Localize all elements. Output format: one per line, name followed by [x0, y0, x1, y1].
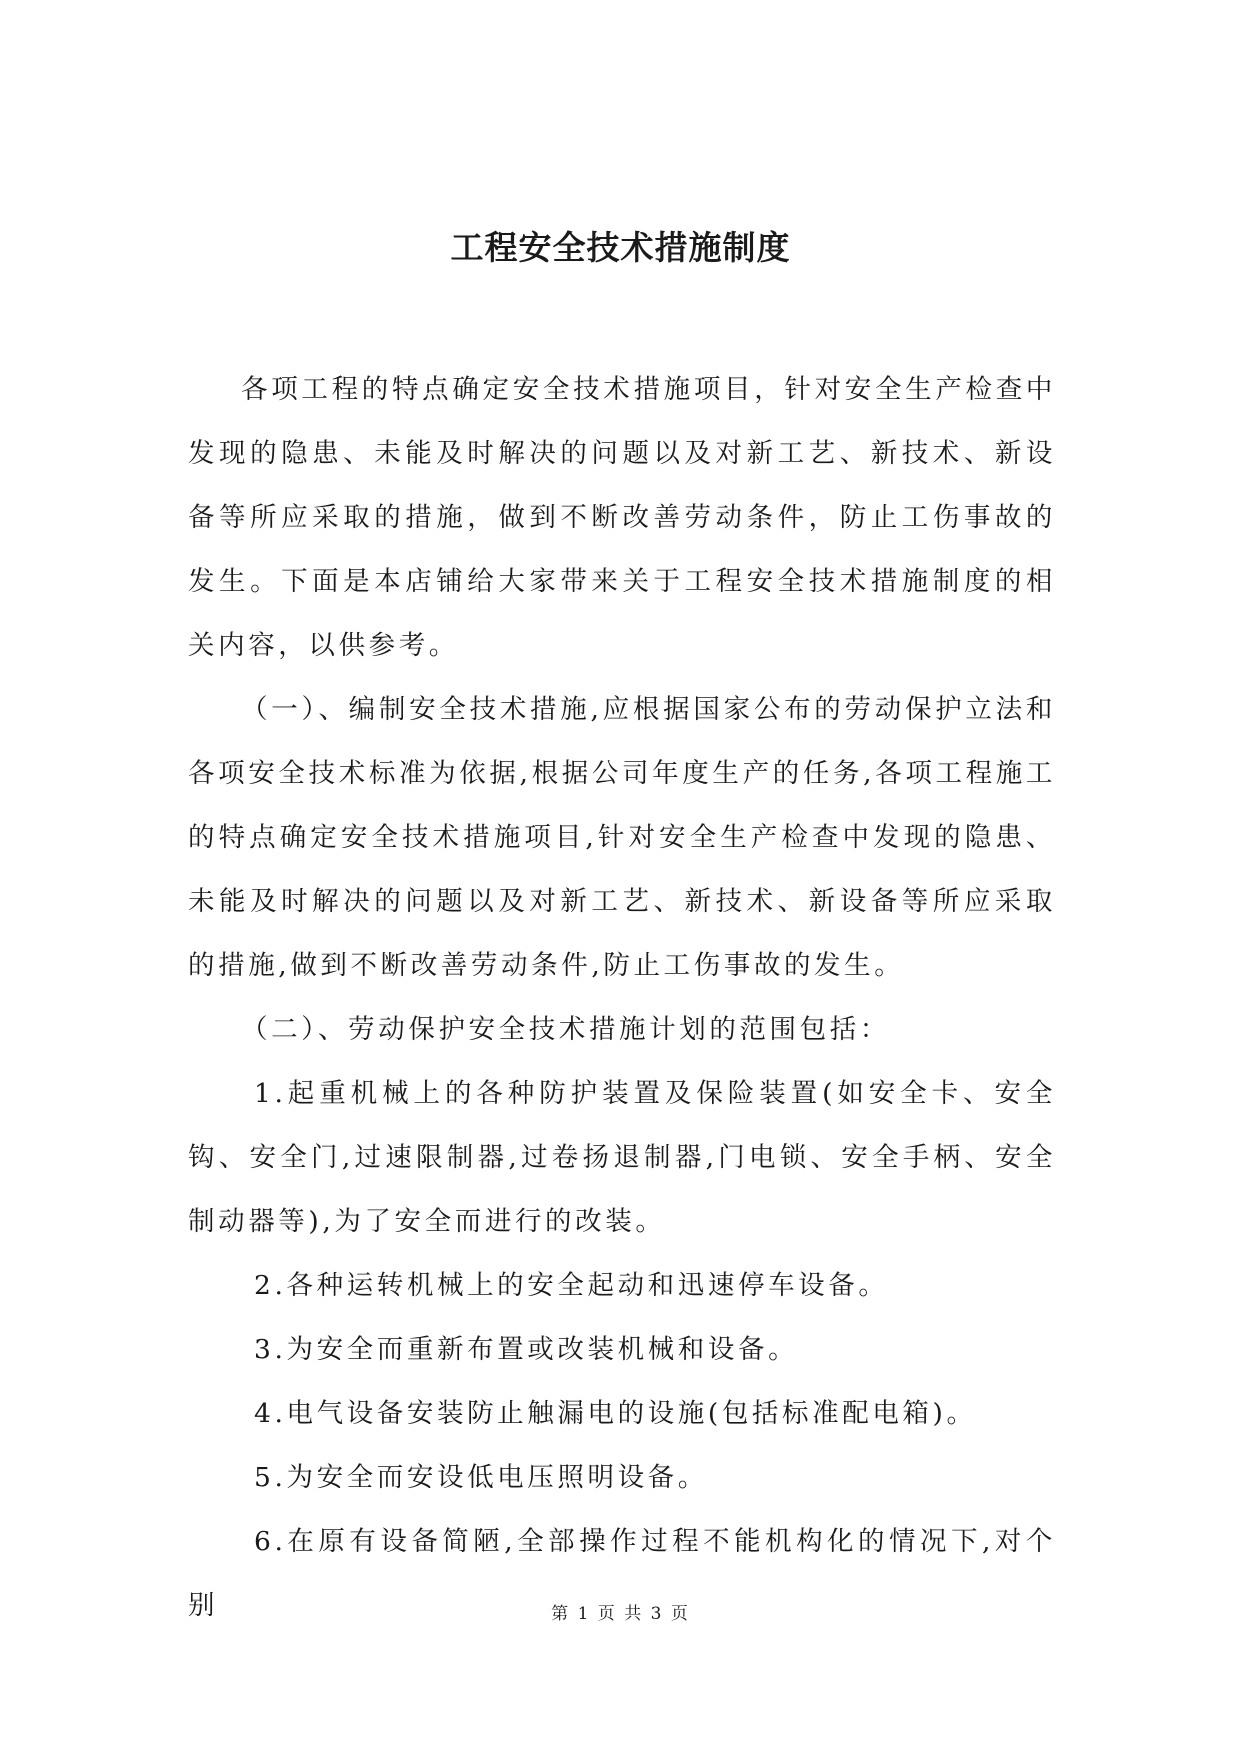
list-item: 2.各种运转机械上的安全起动和迅速停车设备。: [254, 1270, 889, 1301]
list-item: 4.电气设备安装防止触漏电的设施(包括标准配电箱)。: [254, 1398, 977, 1429]
intro-paragraph: 各项工程的特点确定安全技术措施项目，针对安全生产检查中发现的隐患、未能及时解决的问题以及对新工艺、新技术、新设备等所应采取的措施，做到不断改善劳动条件，防止工伤事故的发生。下面是本店铺给大家带来关于工程安全技术措施制度的相关内容，以供参考。: [188, 374, 1056, 661]
section-one-paragraph: （一）、编制安全技术措施,应根据国家公布的劳动保护立法和各项安全技术标准为依据,根据公司年度生产的任务,各项工程施工的特点确定安全技术措施项目,针对安全生产检查中发现的隐患、未能及时解决的问题以及对新工艺、新技术、新设备等所应采取的措施,做到不断改善劳动条件,防止工伤事故的发生。: [188, 694, 1056, 981]
section-two-heading: （二）、劳动保护安全技术措施计划的范围包括：: [241, 1014, 890, 1045]
list-item: 1.起重机械上的各种防护装置及保险装置(如安全卡、安全钩、安全门,过速限制器,过卷扬退制器,门电锁、安全手柄、安全制动器等),为了安全而进行的改装。: [188, 1078, 1056, 1237]
list-item: 6.在原有设备简陋,全部操作过程不能机构化的情况下,对个别: [188, 1526, 1056, 1621]
page-number-footer: 第 1 页 共 3 页: [551, 1604, 690, 1624]
list-item: 5.为安全而安设低电压照明设备。: [254, 1462, 708, 1493]
document-title: 工程安全技术措施制度: [450, 228, 791, 267]
list-item: 3.为安全而重新布置或改装机械和设备。: [254, 1334, 799, 1365]
document-body: [188, 358, 1056, 1638]
